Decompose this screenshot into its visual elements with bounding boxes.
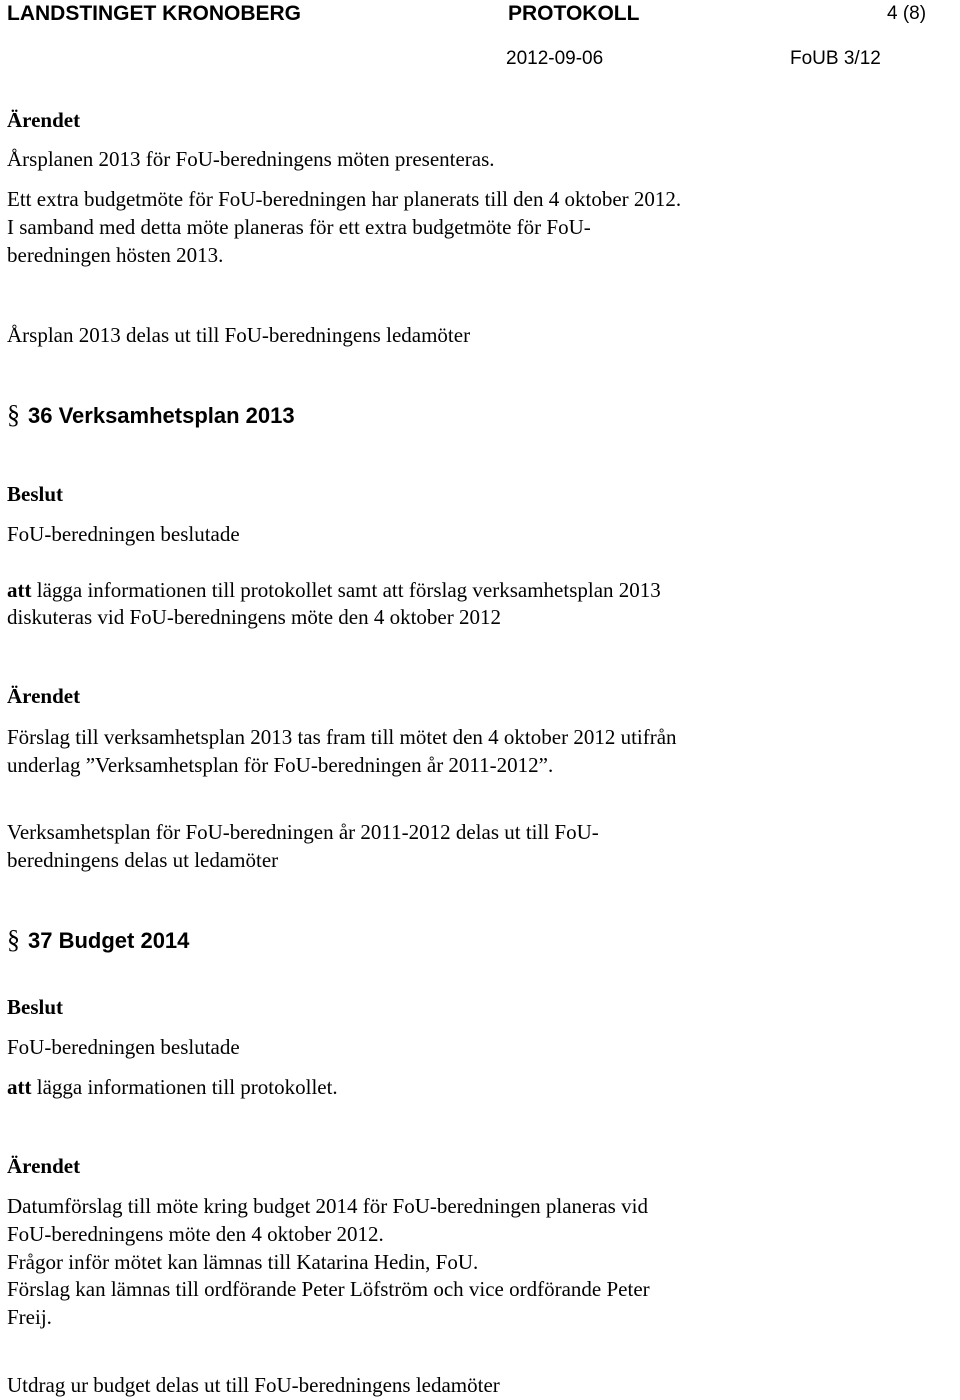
body-line: Ett extra budgetmöte för FoU-beredningen har planerats till den 4 oktober 2012. bbox=[7, 187, 682, 211]
body-line: Förslag kan lämnas till ordförande Peter Löfström och vice ordförande Peter bbox=[7, 1277, 650, 1301]
beslut-heading: Beslut bbox=[7, 482, 64, 506]
att-keyword: att bbox=[7, 1075, 32, 1099]
arendet-heading: Ärendet bbox=[7, 684, 81, 708]
section-36-heading bbox=[7, 401, 295, 430]
body-line: FoU-beredningens möte den 4 oktober 2012. bbox=[7, 1222, 384, 1246]
org-name: LANDSTINGET KRONOBERG bbox=[7, 2, 301, 25]
body-line: beredningen hösten 2013. bbox=[7, 243, 224, 267]
paragraph-sign: § bbox=[7, 400, 20, 429]
body-line: I samband med detta möte planeras för ett extra budgetmöte för FoU- bbox=[7, 215, 591, 239]
document-type: PROTOKOLL bbox=[508, 2, 640, 25]
att-keyword: att bbox=[7, 578, 32, 602]
body-line: Datumförslag till möte kring budget 2014 för FoU-beredningen planeras vid bbox=[7, 1194, 648, 1218]
page-number: 4 (8) bbox=[887, 3, 927, 24]
body-line: Årsplanen 2013 för FoU-beredningens möten presenteras. bbox=[7, 147, 495, 171]
distribution-note: Utdrag ur budget delas ut till FoU-beredningens ledamöter bbox=[7, 1373, 500, 1397]
body-line: Förslag till verksamhetsplan 2013 tas fram till mötet den 4 oktober 2012 utifrån bbox=[7, 725, 677, 749]
section-title: 37 Budget 2014 bbox=[28, 928, 190, 953]
body-line: underlag ”Verksamhetsplan för FoU-beredningen år 2011-2012”. bbox=[7, 753, 554, 777]
paragraph-sign: § bbox=[7, 925, 20, 954]
decision-line: att lägga informationen till protokollet. bbox=[7, 1075, 338, 1099]
protocol-date: 2012-09-06 bbox=[506, 48, 604, 69]
body-line: Freij. bbox=[7, 1305, 52, 1329]
distribution-note: Årsplan 2013 delas ut till FoU-beredningens ledamöter bbox=[7, 323, 471, 347]
body-line: Frågor inför mötet kan lämnas till Katarina Hedin, FoU. bbox=[7, 1250, 479, 1274]
decision-intro: FoU-beredningen beslutade bbox=[7, 1035, 240, 1059]
distribution-note: beredningens delas ut ledamöter bbox=[7, 848, 279, 872]
arendet-heading: Ärendet bbox=[7, 108, 81, 132]
decision-line: diskuteras vid FoU-beredningens möte den 4 oktober 2012 bbox=[7, 605, 501, 629]
decision-intro: FoU-beredningen beslutade bbox=[7, 522, 240, 546]
beslut-heading: Beslut bbox=[7, 995, 64, 1019]
arendet-heading: Ärendet bbox=[7, 1154, 81, 1178]
decision-line: att lägga informationen till protokollet samt att förslag verksamhetsplan 2013 bbox=[7, 578, 661, 602]
section-title: 36 Verksamhetsplan 2013 bbox=[28, 403, 295, 428]
distribution-note: Verksamhetsplan för FoU-beredningen år 2011-2012 delas ut till FoU- bbox=[7, 820, 599, 844]
section-37-heading bbox=[7, 926, 189, 955]
protocol-reference: FoUB 3/12 bbox=[790, 48, 881, 69]
